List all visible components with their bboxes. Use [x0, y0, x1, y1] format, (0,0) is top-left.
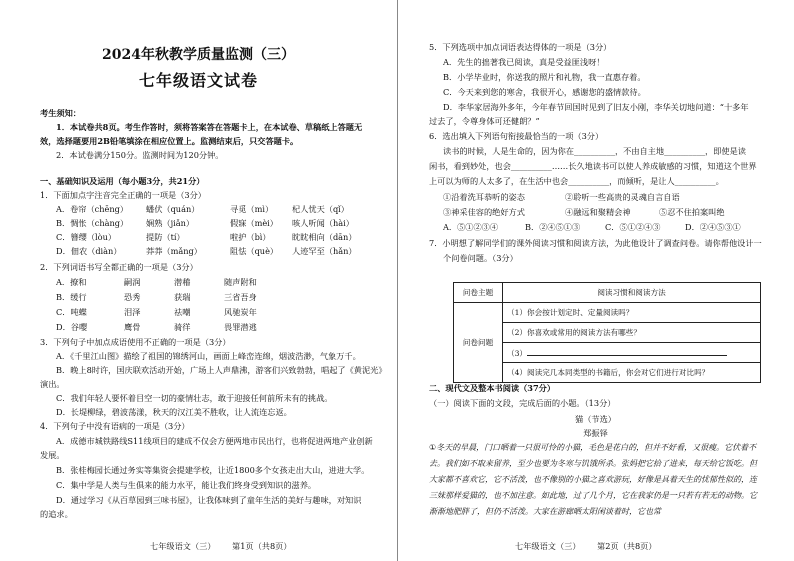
table-row: （2）你喜欢或常用的阅读方法有哪些？ [503, 323, 761, 343]
q1-option: D．佃农（diàn） [56, 246, 122, 256]
notice-heading: 考生须知： [40, 108, 81, 118]
notice-line-3: 2．本试卷满分150分。监测时间为120分钟。 [56, 150, 224, 160]
answer-number: （3） [507, 348, 528, 358]
q4-line: A．成德市城铁路线S11线项目的建成不仅会方便两地市民出行，也将促进两地产业创新 [56, 436, 373, 446]
q1-option: B．惆怅（chàng） [56, 218, 129, 228]
passage-title: 猫（节选） [575, 414, 616, 424]
footer-subject: 七年级语文（三） [150, 541, 216, 551]
footer-page-number: 第2页（共8页） [597, 541, 657, 551]
notice-line-2: 效，选择题要用2B铅笔填涂在相应位置上。监测结束后，只交答题卡。 [40, 136, 299, 146]
q2-option: 风驰炭年 [224, 307, 257, 317]
q2-option: 畏罪潜逃 [224, 322, 257, 332]
q6-stem: 6．选出填入下列语句衔接最恰当的一项（3分） [429, 131, 604, 141]
notice-line-1: 1．本试卷共8页。考生作答时，须将答案答在答题卡上，在本试卷、草稿纸上答题无 [56, 122, 363, 132]
q1-option: 娴熟（jiǎn） [146, 218, 195, 228]
q2-option: 获瑞 [174, 292, 191, 302]
q2-option: 恐秀 [124, 292, 141, 302]
q6-option: B．②④⑤①③ [525, 222, 581, 232]
q3-line: 演出。 [40, 379, 65, 389]
q2-option: 祛嘲 [174, 307, 191, 317]
q6-option: D．②④⑤③① [685, 222, 741, 232]
q1-option: 阻怯（què） [230, 246, 279, 256]
q2-option: 骑徉 [174, 322, 191, 332]
q2-option: 三省吾身 [224, 292, 257, 302]
table-header-value: 阅读习惯和阅读方法 [503, 283, 761, 303]
q2-option: B．缓行 [56, 292, 87, 302]
q2-option: C．吨蝶 [56, 307, 87, 317]
q5-line: 过去了，令尊身体可还健朗？” [429, 116, 540, 126]
q1-option: 提防（tí） [146, 232, 185, 242]
q1-option: C．簪缨（lòu） [56, 232, 117, 242]
q1-option: 假寐（mèi） [230, 218, 278, 228]
q3-line: B．晚上8时许，国庆联欢活动开始，广场上人声鼎沸，游客们兴致勃勃，唱起了《黄泥光》 [56, 365, 387, 375]
q2-stem: 2．下列词语书写全都正确的一项是（3分） [40, 262, 198, 272]
answer-blank[interactable] [527, 347, 727, 356]
q6-choice: ⑤忍不住拍案叫绝 [659, 207, 725, 217]
q4-line: D．通过学习《从百草园到三味书屋》，让我体味到了童年生活的美好与趣味，对知识 [56, 495, 362, 505]
table-row-head: 问卷问题 [454, 303, 503, 383]
q2-option: 潜稽 [174, 277, 191, 287]
q4-line: B．张桂梅园长通过务实等集资会提建学校，让近1800多个女孩走出大山，进进大学。 [56, 465, 370, 475]
q1-option: 啦护（bì） [230, 232, 271, 242]
part-1-heading: （一）阅读下面的文段，完成后面的小题。（13分） [429, 398, 616, 408]
q5-line: A．先生的拙著我已阅读，真是受益匪浅呀！ [443, 57, 605, 67]
q7-survey-table [453, 282, 761, 383]
q1-option: 杞人忧天（qǐ） [292, 204, 349, 214]
q1-option: 人迹罕至（hǎn） [292, 246, 357, 256]
q7-stem: 7．小明想了解同学们的课外阅读习惯和阅读方法，为此他设计了调查问卷。请你帮他设计一 [429, 238, 762, 248]
q5-line: B．小学毕业时，你送我的照片和礼物，我一直惠存着。 [443, 72, 646, 82]
q3-line: D．长堤柳绿，碧波荡漾，秋天的汉江美不胜收，让人流连忘返。 [56, 407, 292, 417]
q3-line: C．我们年轻人要怀着目空一切的豪情壮志，敢于迎接任何前所未有的挑战。 [56, 393, 333, 403]
q7-stem-2: 个问卷问题。（3分） [443, 253, 518, 263]
q4-line: 的追求。 [40, 509, 73, 519]
q6-option: A．⑤①②③④ [443, 222, 499, 232]
q4-line: C．集中学是人类与生俱来的能力水平，能让我们终身受到知识的滋养。 [56, 480, 317, 490]
exam-title: 2024年秋教学质量监测（三） [102, 47, 295, 63]
table-header-topic: 问卷主题 [454, 283, 503, 303]
q5-stem: 5．下列选项中加点词语表达得体的一项是（3分） [429, 42, 612, 52]
q4-stem: 4．下列句子中没有语病的一项是（3分） [40, 421, 190, 431]
q2-option: 嗣润 [124, 277, 141, 287]
q3-line: A．《千里江山图》描绘了祖国的锦绣河山，画面上峰峦连绵，烟波浩渺，气象万千。 [56, 351, 361, 361]
q6-choice: ③神采佳容的绝好方式 [443, 207, 525, 217]
q1-stem: 1．下面加点字注音完全正确的一项是（3分） [40, 190, 206, 200]
q1-option: 咳人听闻（hài） [292, 218, 354, 228]
q2-option: A．撩和 [56, 277, 87, 287]
q6-line: 闲书，看到妙处，也会__________……长久地读书可以使人养成敏感的习惯，知道这个世界 [429, 161, 757, 171]
footer-subject: 七年级语文（三） [515, 541, 581, 551]
q1-option: 眈眈相向（dān） [292, 232, 357, 242]
q6-choice: ④融远和聚精会神 [565, 207, 631, 217]
page-2 [397, 0, 794, 561]
q6-option: C．⑤①②④③ [605, 222, 661, 232]
exam-subtitle: 七年级语文试卷 [138, 71, 258, 90]
q6-choice: ①沿着洗耳恭听的姿态 [443, 192, 525, 202]
q1-option: 莽莽（mǎng） [146, 246, 202, 256]
section-1-heading: 一、基础知识及运用（每小题3分，共21分） [40, 176, 205, 186]
q5-line: C．今天来到您的寒舍，我很开心，感谢您的盛情款待。 [443, 87, 646, 97]
q2-option: 泪泽 [124, 307, 141, 317]
q1-option: 蟠伏（quán） [146, 204, 200, 214]
q6-line: 读书的时候，人是生命的，因为你在__________，不由自主地__________，即使是读 [443, 146, 746, 156]
table-row-answer[interactable] [503, 343, 761, 363]
footer-page-number: 第1页（共8页） [232, 541, 292, 551]
q2-option: 随声附和 [224, 277, 257, 287]
table-row: （1）你会按计划定时、定量阅读吗？ [503, 303, 761, 323]
passage-paragraph-1: ①冬天的早晨，门口晒着一只很可怜的小猫，毛色是花白的，但并不好看，又很瘦。它伏着不去。我们如不取来留养，至少也要为冬寒与饥饿所杀。张妈把它拾了进来，每天给它饭吃。但大家都不喜欢它，它不活泼，也不像别的小猫之喜欢游玩，好像是具着天生的忧郁性似的，连三妹那样爱猫的，也不加注意。如此地，过了几个月，它在我家仍是一只若有若无的动物。它渐渐地肥胖了，但仍不活泼。大家在游廊晒太阳闲谈着时，它也常 [429, 443, 757, 516]
q3-stem: 3．下列句子中加点成语使用不正确的一项是（3分） [40, 337, 231, 347]
passage-author: 郑振铎 [583, 428, 608, 438]
q6-line: 上可以为师的人太多了，在生活中也会__________，而倾听，是让人__________。 [429, 176, 724, 186]
section-2-heading: 二、现代文及整本书阅读（37分） [429, 383, 556, 393]
q1-option: A．卷帘（chēng） [56, 204, 129, 214]
q2-option: 鹰骨 [124, 322, 141, 332]
q2-option: D．谷嘤 [56, 322, 88, 332]
q6-choice: ②聆听一些高贵的灵魂自言自语 [565, 192, 680, 202]
q1-option: 寻觅（mì） [230, 204, 274, 214]
q5-line: D．李华家居海外多年，今年春节回国时见到了旧友小刚，李华关切地问道：“十多年 [443, 102, 749, 112]
q4-line: 发展。 [40, 450, 65, 460]
table-row: （4）阅读完几本同类型的书籍后，你会对它们进行对比吗？ [503, 363, 761, 383]
